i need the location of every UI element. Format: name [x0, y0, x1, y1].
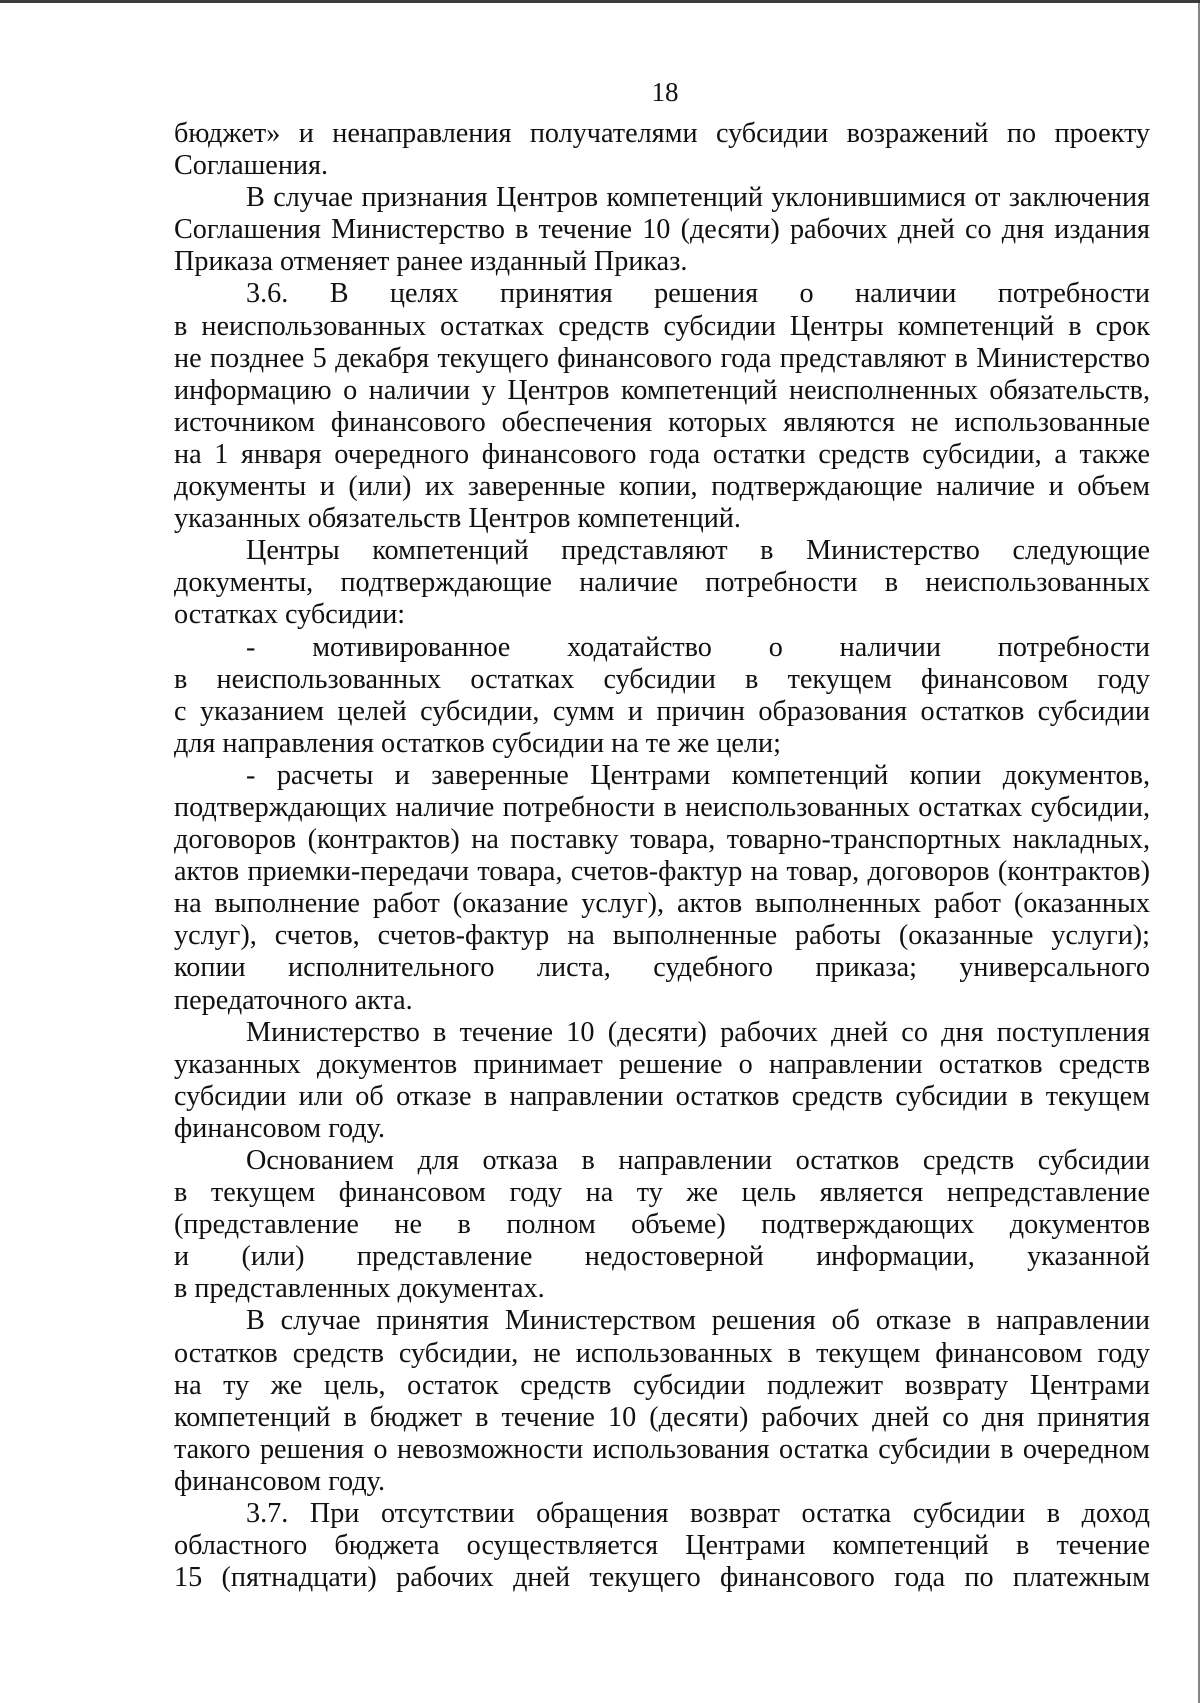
text-line: - расчеты и заверенные Центрами компетенций копии документов, — [246, 759, 1150, 791]
text-line: на выполнение работ (оказание услуг), актов выполненных работ (оказанных — [174, 888, 1150, 920]
text-line: В случае принятия Министерством решения об отказе в направлении — [246, 1305, 1150, 1337]
text-line: источником финансового обеспечения которых являются не использованные — [174, 406, 1150, 438]
text-line: актов приемки-передачи товара, счетов-фактур на товар, договоров (контрактов) — [174, 856, 1150, 888]
document-body — [174, 118, 1150, 1594]
text-line: остатках субсидии: — [174, 599, 406, 631]
text-line: финансовом году. — [174, 1465, 385, 1497]
text-line: указанных документов принимает решение о направлении остатков средств — [174, 1048, 1150, 1080]
text-line: 3.6. В целях принятия решения о наличии потребности — [246, 278, 1150, 310]
text-line: 15 (пятнадцати) рабочих дней текущего финансового года по платежным — [174, 1562, 1150, 1594]
text-line: с указанием целей субсидии, сумм и причин образования остатков субсидии — [174, 695, 1150, 727]
text-line: на ту же цель, остаток средств субсидии подлежит возврату Центрами — [174, 1369, 1150, 1401]
text-line: копии исполнительного листа, судебного приказа; универсального — [174, 952, 1150, 984]
text-line: остатков средств субсидии, не использованных в текущем финансовом году — [174, 1337, 1150, 1369]
text-line: областного бюджета осуществляется Центрами компетенций в течение — [174, 1530, 1150, 1562]
text-line: финансовом году. — [174, 1112, 385, 1144]
text-line: 3.7. При отсутствии обращения возврат остатка субсидии в доход — [246, 1498, 1150, 1530]
text-line: в текущем финансовом году на ту же цель является непредставление — [174, 1177, 1150, 1209]
text-line: Основанием для отказа в направлении остатков средств субсидии — [246, 1145, 1150, 1176]
text-line: информацию о наличии у Центров компетенций неисполненных обязательств, — [174, 374, 1150, 406]
scan-edge-top — [0, 0, 1200, 3]
text-line: передаточного акта. — [174, 984, 413, 1016]
text-line: для направления остатков субсидии на те же цели; — [174, 727, 781, 759]
text-line: подтверждающих наличие потребности в неиспользованных остатках субсидии, — [174, 791, 1150, 823]
text-line: В случае признания Центров компетенций уклонившимися от заключения — [246, 182, 1150, 214]
text-line: в неиспользованных остатках субсидии в текущем финансовом году — [174, 663, 1150, 695]
text-line: - мотивированное ходатайство о наличии потребности — [246, 631, 1150, 663]
text-line: Соглашения. — [174, 150, 328, 182]
text-line: такого решения о невозможности использования остатка субсидии в очередном — [174, 1433, 1150, 1465]
text-line: в представленных документах. — [174, 1273, 545, 1305]
text-line: (представление не в полном объеме) подтверждающих документов — [174, 1209, 1150, 1241]
text-line: бюджет» и ненаправления получателями субсидии возражений по проекту — [174, 118, 1150, 149]
page-number: 18 — [651, 77, 679, 107]
text-line: договоров (контрактов) на поставку товара, товарно-транспортных накладных, — [174, 824, 1150, 856]
text-line: на 1 января очередного финансового года остатки средств субсидии, а также — [174, 438, 1150, 470]
text-line: документы и (или) их заверенные копии, подтверждающие наличие и объем — [174, 471, 1150, 503]
text-line: Министерство в течение 10 (десяти) рабочих дней со дня поступления — [246, 1016, 1150, 1048]
text-line: указанных обязательств Центров компетенций. — [174, 503, 741, 535]
text-line: Соглашения Министерство в течение 10 (десяти) рабочих дней со дня издания — [174, 214, 1150, 246]
text-line: в неиспользованных остатках средств субсидии Центры компетенций в срок — [174, 310, 1150, 342]
text-line: и (или) представление недостоверной информации, указанной — [174, 1241, 1150, 1273]
text-line: услуг), счетов, счетов-фактур на выполненные работы (оказанные услуги); — [174, 920, 1150, 952]
text-line: субсидии или об отказе в направлении остатков средств субсидии в текущем — [174, 1080, 1150, 1112]
text-line: документы, подтверждающие наличие потребности в неиспользованных — [174, 567, 1150, 599]
text-line: Центры компетенций представляют в Министерство следующие — [246, 535, 1150, 567]
text-line: компетенций в бюджет в течение 10 (десяти) рабочих дней со дня принятия — [174, 1401, 1150, 1433]
text-line: Приказа отменяет ранее изданный Приказ. — [174, 246, 688, 278]
text-line: не позднее 5 декабря текущего финансового года представляют в Министерство — [174, 342, 1150, 374]
